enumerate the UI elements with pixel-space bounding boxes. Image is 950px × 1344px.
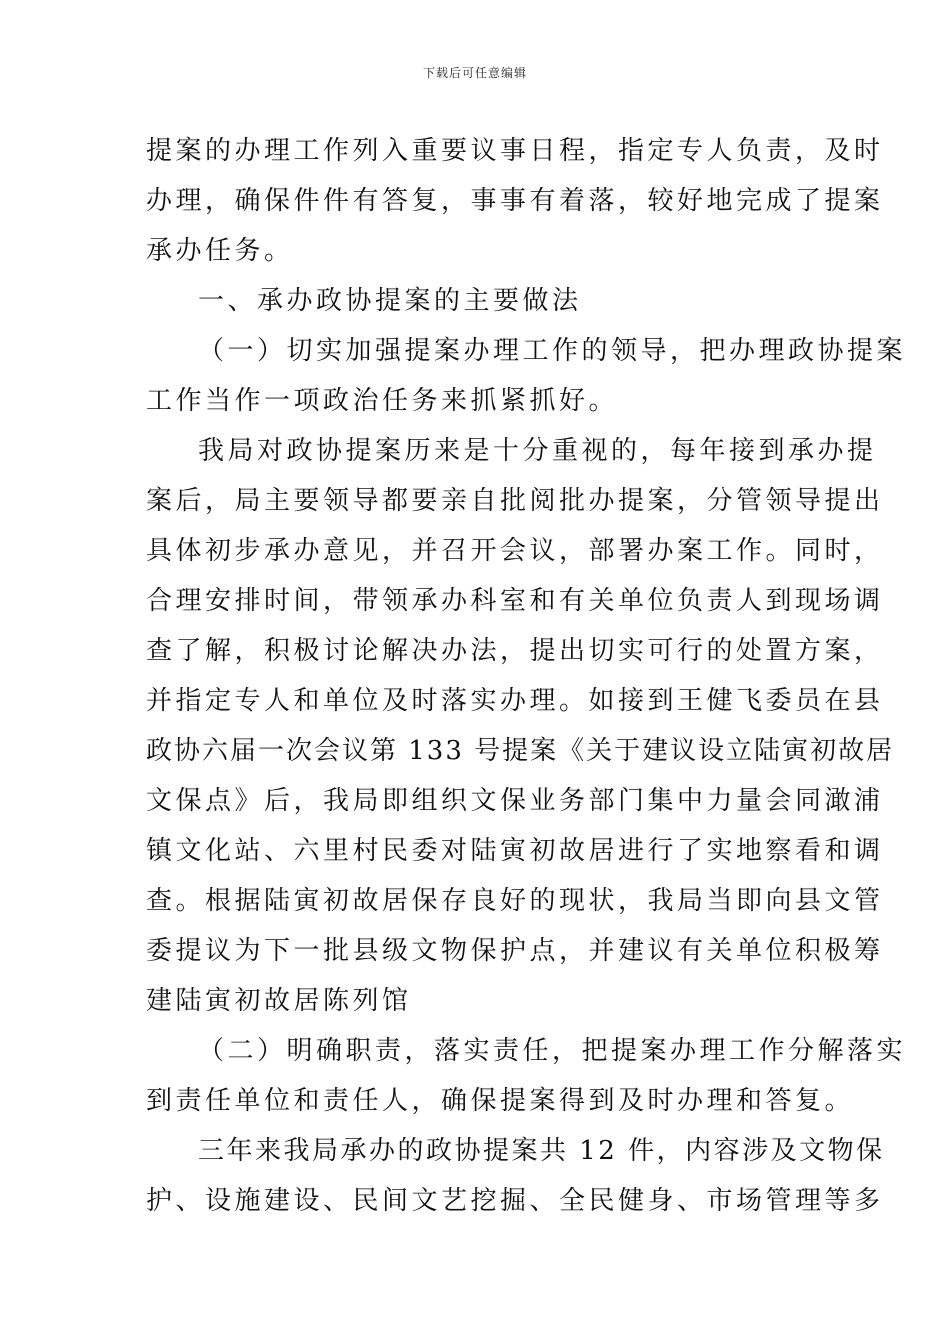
- paragraph-line: 具体初步承办意见，并召开会议，部署办案工作。同时，: [146, 536, 884, 566]
- paragraph-line: 三年来我局承办的政协提案共 12 件，内容涉及文物保: [198, 1136, 885, 1166]
- subsection-heading: （一）切实加强提案办理工作的领导，把办理政协提案: [198, 336, 907, 366]
- paragraph-line: 委提议为下一批县级文物保护点，并建议有关单位积极筹: [146, 936, 884, 966]
- paragraph-line: 建陆寅初故居陈列馆: [146, 986, 412, 1016]
- paragraph-line: 文保点》后，我局即组织文保业务部门集中力量会同澉浦: [146, 786, 884, 816]
- paragraph-line: 案后，局主要领导都要亲自批阅批办提案，分管领导提出: [146, 486, 884, 516]
- paragraph-line: 合理安排时间，带领承办科室和有关单位负责人到现场调: [146, 586, 884, 616]
- paragraph-line: 并指定专人和单位及时落实办理。如接到王健飞委员在县: [146, 686, 884, 716]
- subsection-heading: （二）明确职责，落实责任，把提案办理工作分解落实: [198, 1036, 907, 1066]
- paragraph-line: 提案的办理工作列入重要议事日程，指定专人负责，及时: [146, 136, 884, 166]
- subsection-heading-line: 工作当作一项政治任务来抓紧抓好。: [146, 386, 619, 416]
- paragraph-line: 查了解，积极讨论解决办法，提出切实可行的处置方案，: [146, 636, 884, 666]
- paragraph-line: 我局对政协提案历来是十分重视的，每年接到承办提: [198, 436, 877, 466]
- paragraph-line: 办理，确保件件有答复，事事有着落，较好地完成了提案: [146, 186, 884, 216]
- subsection-heading-line: 到责任单位和责任人，确保提案得到及时办理和答复。: [146, 1086, 855, 1116]
- paragraph-line: 护、设施建设、民间文艺挖掘、全民健身、市场管理等多: [146, 1186, 884, 1216]
- paragraph-line: 镇文化站、六里村民委对陆寅初故居进行了实地察看和调: [146, 836, 884, 866]
- paragraph-line: 政协六届一次会议第 133 号提案《关于建议设立陆寅初故居: [146, 736, 895, 766]
- paragraph-line: 查。根据陆寅初故居保存良好的现状，我局当即向县文管: [146, 886, 884, 916]
- page-header: 下载后可任意编辑: [422, 66, 527, 80]
- paragraph-line: 承办任务。: [146, 236, 294, 266]
- section-heading: 一、承办政协提案的主要做法: [198, 286, 582, 316]
